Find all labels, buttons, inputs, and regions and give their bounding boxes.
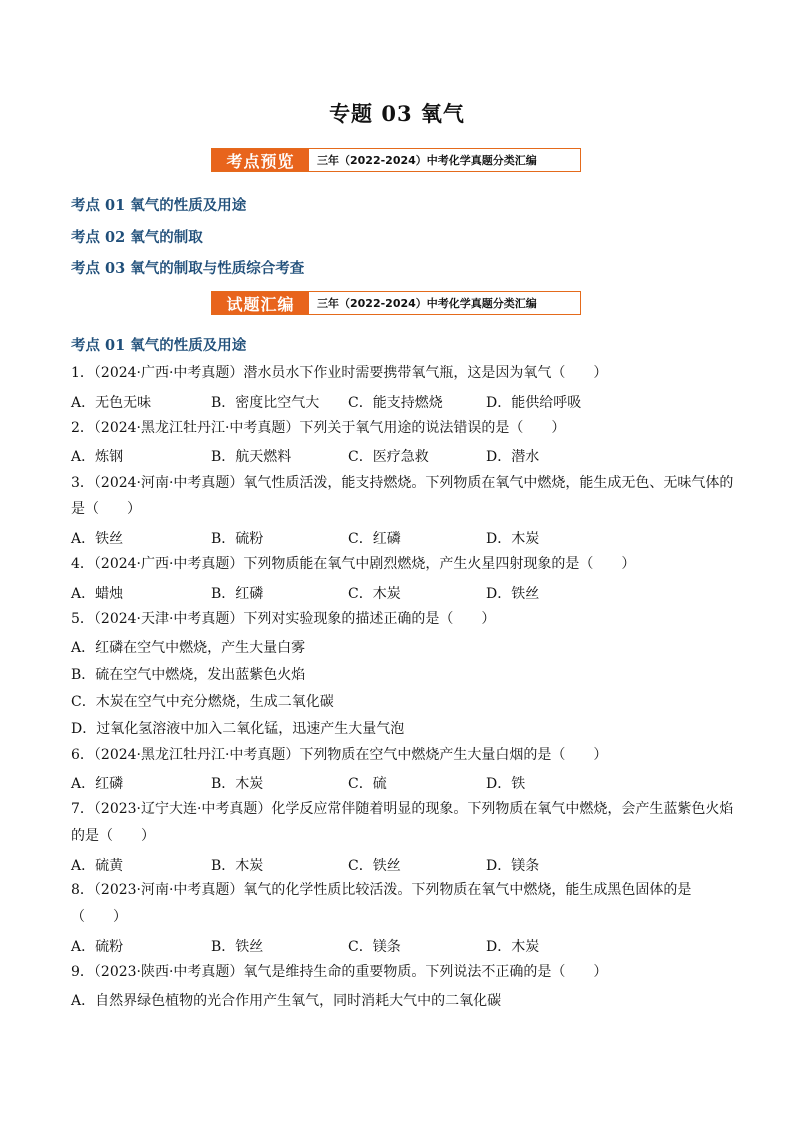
question-3-option-c: C．红磷 — [348, 531, 401, 547]
question-2-stem: 2．（2024·黑龙江牡丹江·中考真题）下列关于氧气用途的说法错误的是（ ） — [71, 420, 566, 436]
toc-item-3[interactable]: 考点 03 氧气的制取与性质综合考查 — [71, 260, 305, 277]
question-6-option-d: D．铁 — [486, 776, 526, 792]
question-5-option-d: D．过氧化氢溶液中加入二氧化锰，迅速产生大量气泡 — [71, 721, 405, 737]
question-1-option-a: A．无色无味 — [71, 395, 152, 411]
toc-item-1[interactable]: 考点 01 氧气的性质及用途 — [71, 197, 247, 214]
question-4-option-c: C．木炭 — [348, 586, 401, 602]
question-1-stem: 1．（2024·广西·中考真题）潜水员水下作业时需要携带氧气瓶，这是因为氧气（ ） — [71, 365, 608, 381]
question-2-option-c: C．医疗急救 — [348, 449, 429, 465]
question-4-option-d: D．铁丝 — [486, 586, 540, 602]
question-8-stem: 8．（2023·河南·中考真题）氧气的化学性质比较活泼。下列物质在氧气中燃烧，能生成黑色固体的是 — [71, 882, 692, 898]
question-4-option-a: A．蜡烛 — [71, 586, 124, 602]
question-3-option-b: B．硫粉 — [211, 531, 264, 547]
question-2-option-d: D．潜水 — [486, 449, 540, 465]
question-4-stem: 4．（2024·广西·中考真题）下列物质能在氧气中剧烈燃烧，产生火星四射现象的是（ ） — [71, 556, 636, 572]
compile-banner-text: 三年（2022-2024）中考化学真题分类汇编 — [317, 297, 537, 310]
preview-banner-tag: 考点预览 — [212, 149, 309, 171]
question-7-stem-cont: 的是（ ） — [71, 828, 155, 844]
question-1-option-d: D．能供给呼吸 — [486, 395, 582, 411]
question-7-option-c: C．铁丝 — [348, 858, 401, 874]
question-6-stem: 6．（2024·黑龙江牡丹江·中考真题）下列物质在空气中燃烧产生大量白烟的是（ ） — [71, 747, 608, 763]
question-8-option-d: D．木炭 — [486, 939, 540, 955]
question-3-option-d: D．木炭 — [486, 531, 540, 547]
question-2-option-a: A．炼钢 — [71, 449, 124, 465]
question-7-option-b: B．木炭 — [211, 858, 264, 874]
toc-item-2[interactable]: 考点 02 氧气的制取 — [71, 229, 203, 246]
question-8-option-b: B．铁丝 — [211, 939, 264, 955]
question-9-option-a: A．自然界绿色植物的光合作用产生氧气，同时消耗大气中的二氧化碳 — [71, 993, 502, 1009]
preview-banner-text: 三年（2022-2024）中考化学真题分类汇编 — [317, 154, 537, 167]
question-5-option-b: B．硫在空气中燃烧，发出蓝紫色火焰 — [71, 667, 306, 683]
section-heading: 考点 01 氧气的性质及用途 — [71, 337, 247, 354]
question-7-option-d: D．镁条 — [486, 858, 540, 874]
question-5-option-c: C．木炭在空气中充分燃烧，生成二氧化碳 — [71, 694, 334, 710]
question-3-stem: 3．（2024·河南·中考真题）氧气性质活泼，能支持燃烧。下列物质在氧气中燃烧，能生成无色、无味气体的 — [71, 475, 734, 491]
question-3-stem-cont: 是（ ） — [71, 501, 141, 517]
compile-banner-tag: 试题汇编 — [212, 292, 309, 314]
question-6-option-b: B．木炭 — [211, 776, 264, 792]
question-1-option-c: C．能支持燃烧 — [348, 395, 443, 411]
question-5-stem: 5．（2024·天津·中考真题）下列对实验现象的描述正确的是（ ） — [71, 611, 496, 627]
question-8-stem-cont: （ ） — [71, 909, 127, 925]
question-6-option-c: C．硫 — [348, 776, 387, 792]
question-7-option-a: A．硫黄 — [71, 858, 124, 874]
compile-banner — [211, 291, 581, 315]
question-3-option-a: A．铁丝 — [71, 531, 124, 547]
question-4-option-b: B．红磷 — [211, 586, 264, 602]
question-6-option-a: A．红磷 — [71, 776, 124, 792]
question-2-option-b: B．航天燃料 — [211, 449, 292, 465]
question-1-option-b: B．密度比空气大 — [211, 395, 320, 411]
question-9-stem: 9．（2023·陕西·中考真题）氧气是维持生命的重要物质。下列说法不正确的是（ ） — [71, 964, 608, 980]
question-8-option-a: A．硫粉 — [71, 939, 124, 955]
question-8-option-c: C．镁条 — [348, 939, 401, 955]
page-title: 专题 03 氧气 — [329, 101, 465, 126]
preview-banner — [211, 148, 581, 172]
question-5-option-a: A．红磷在空气中燃烧，产生大量白雾 — [71, 640, 306, 656]
question-7-stem: 7．（2023·辽宁大连·中考真题）化学反应常伴随着明显的现象。下列物质在氧气中燃烧，会产生蓝紫色火焰 — [71, 801, 734, 817]
